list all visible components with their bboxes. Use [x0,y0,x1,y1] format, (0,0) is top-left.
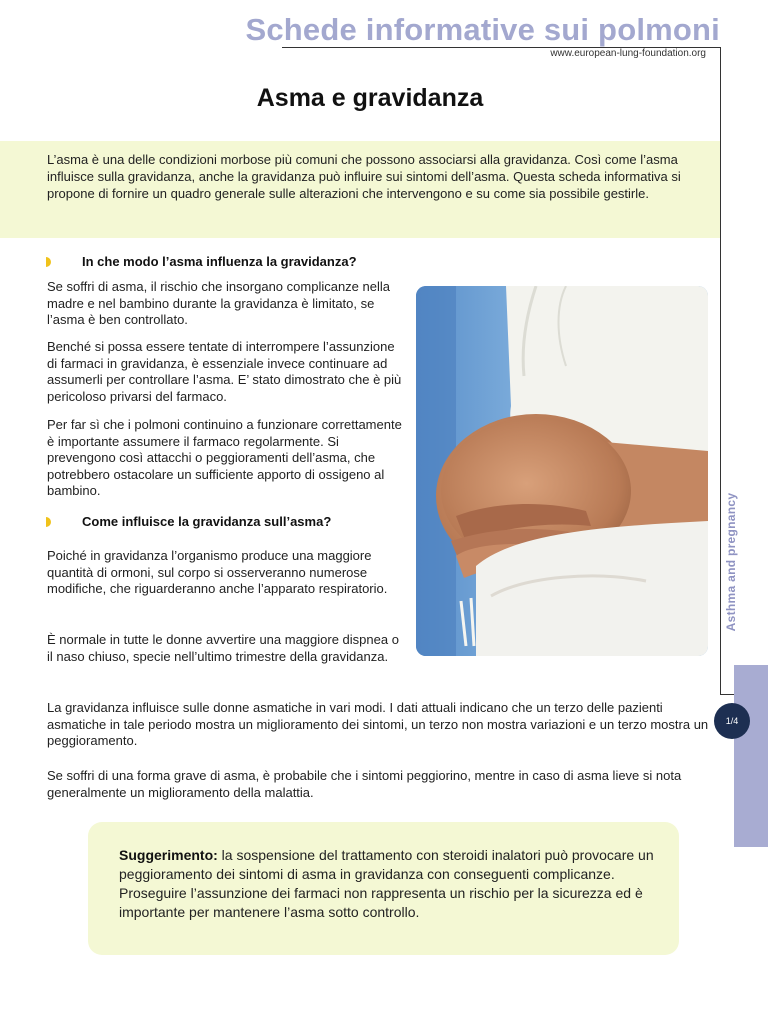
side-label-text: Asthma and pregnancy [724,492,738,632]
paragraph: Benché si possa essere tentate di interrompere l’assunzione di farmaci in gravidanza, è essenziale invece continuare ad assumerli per controllare l’asma. E’ stato dimostrato che è più pericoloso privarsi del farmaco. [47,339,402,404]
tip-text [119,846,664,922]
bullet-icon [46,257,51,267]
tip-label: Suggerimento: [119,847,218,863]
paragraph: Poiché in gravidanza l’organismo produce una maggiore quantità di ormoni, sul corpo si osserveranno numerose modifiche, che riguarderanno anche l’apparato respiratorio. [47,548,388,596]
side-label [723,483,739,641]
paragraph: Se soffri di asma, il rischio che insorgano complicanze nella madre e nel bambino durante la gravidanza è limitato, se l’asma è ben controllato. [47,279,390,327]
tip-body: la sospensione del trattamento con steroidi inalatori può provocare un peggioramento dei sintomi di asma in gravidanza con conseguenti complicanze. Proseguire l’assunzione dei farmaci non rappresenta un rischio per la sicurezza ed è importante per mantenere l’asma sotto controllo. [119,847,654,920]
header-title: Schede informative sui polmoni [245,12,720,47]
paragraph: La gravidanza influisce sulle donne asmatiche in vari modi. I dati attuali indicano che un terzo delle pazienti asmatiche in tale periodo mostra un miglioramento dei sintomi, un terzo non mostra variazioni e un terzo mostra un peggioramento. [47,700,709,748]
section-heading-1-text: In che modo l’asma influenza la gravidanza? [82,254,357,269]
intro-text: L’asma è una delle condizioni morbose più comuni che possono associarsi alla gravidanza. Così come l’asma influisce sulla gravidanza, anche la gravidanza può influire sui sintomi dell’asma. Questa scheda informativa si propone di fornire un quadro generale sulle alterazioni che intervengono e su come sia possibile gestirle. [47,152,681,201]
paragraph: È normale in tutte le donne avvertire una maggiore dispnea o il naso chiuso, specie nell’ultimo trimestre della gravidanza. [47,632,399,664]
pregnancy-photo [416,286,708,656]
margin-rule [720,694,734,695]
vertical-rule [720,47,721,695]
intro-box [0,141,720,238]
tip-box [88,822,679,955]
side-bar [734,665,768,847]
page-title: Asma e gravidanza [256,84,484,112]
paragraph: Per far sì che i polmoni continuino a funzionare correttamente è importante assumere il farmaco regolarmente. Si prevengono così attacchi o peggioramenti dell’asma, che potrebbero ostacolare un sufficiente apporto di ossigeno al bambino. [47,417,402,498]
paragraph: Se soffri di una forma grave di asma, è probabile che i sintomi peggiorino, mentre in caso di asma lieve si nota generalmente un miglioramento della malattia. [47,768,682,800]
section-heading-2-text: Come influisce la gravidanza sull’asma? [82,514,332,529]
header-url[interactable]: www.european-lung-foundation.org [550,48,706,59]
page-number-badge: 1/4 [714,703,750,739]
pregnancy-illustration [416,286,708,656]
bullet-icon [46,517,51,527]
